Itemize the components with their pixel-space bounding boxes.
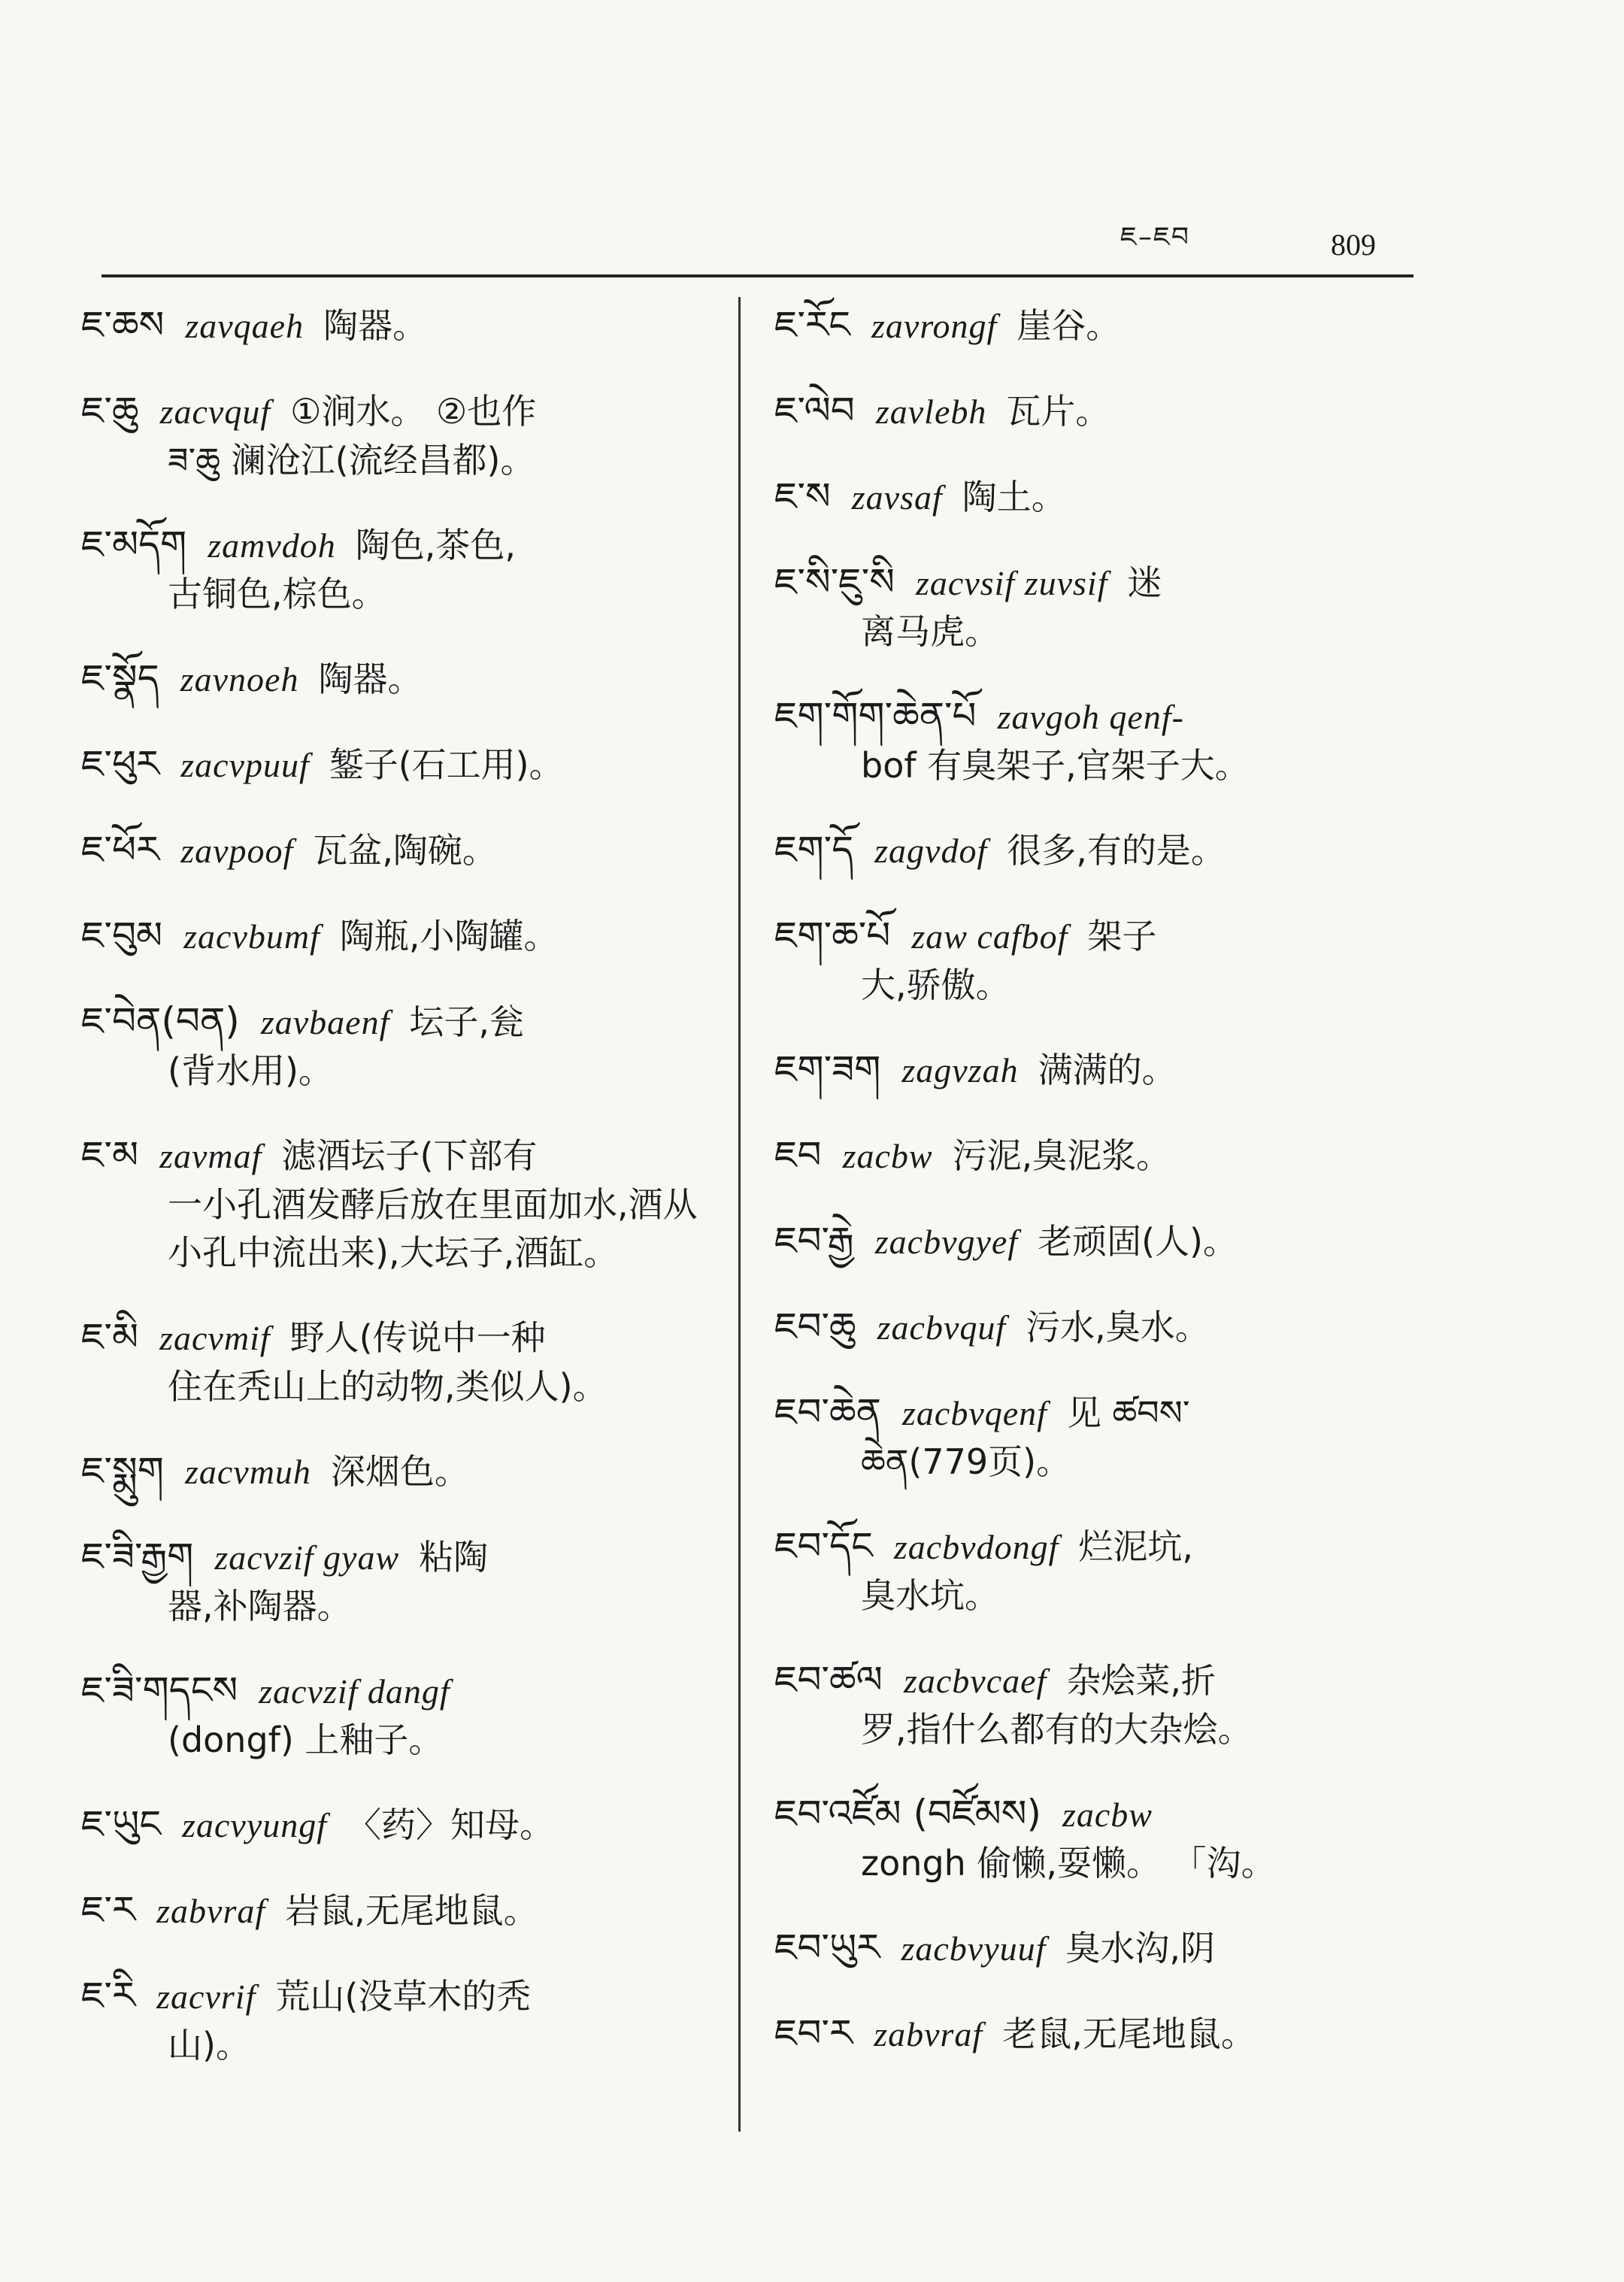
entry-definition: 荒山(没草木的秃 bbox=[275, 1976, 532, 2017]
entry-definition: 污水,臭水。 bbox=[1026, 1307, 1210, 1347]
entry-definition: 陶器。 bbox=[323, 305, 428, 346]
entry bbox=[81, 1447, 728, 1496]
entry-headword: ཇབ་འཛོམ (བཛོམས) bbox=[774, 1792, 1041, 1835]
entry-headword: ཇ་ཟི་གདངས bbox=[81, 1668, 238, 1712]
entry bbox=[774, 1302, 1410, 1352]
entry-romanization: zacbvquf bbox=[877, 1308, 1007, 1347]
entry bbox=[81, 911, 728, 961]
entry-romanization: zacbvcaef bbox=[903, 1662, 1047, 1700]
entry-romanization: zacbvqenf bbox=[902, 1394, 1047, 1432]
entry-definition: 〈药〉知母。 bbox=[347, 1805, 555, 1845]
entry bbox=[774, 1923, 1410, 1973]
entry-romanization: zavgoh qenf- bbox=[997, 698, 1184, 736]
entry-headword: ཇ་སི་ཇུ་སི bbox=[774, 560, 895, 604]
entry-romanization: zagvdof bbox=[874, 832, 988, 870]
page-number: 809 bbox=[1331, 227, 1376, 262]
entry-romanization: zacbvdongf bbox=[893, 1528, 1059, 1566]
entry-headword: ཇ་མི bbox=[81, 1315, 139, 1359]
entry bbox=[81, 654, 728, 704]
entry bbox=[774, 1388, 1410, 1486]
entry-romanization: zacbw bbox=[842, 1137, 933, 1175]
entry-definition: 满满的。 bbox=[1038, 1050, 1177, 1090]
entry bbox=[81, 1800, 728, 1850]
page-header bbox=[1120, 218, 1376, 271]
entry-headword: ཇ་སྨུག bbox=[81, 1449, 164, 1493]
entry-definition: 粘陶 bbox=[419, 1537, 489, 1577]
entry bbox=[81, 997, 728, 1095]
entry-headword: ཇ་ཡུང bbox=[81, 1802, 162, 1846]
entry bbox=[81, 740, 728, 789]
entry-headword: ཇ་མ bbox=[81, 1133, 139, 1177]
entry-definition: 臭水沟,阴 bbox=[1065, 1928, 1216, 1968]
left-column bbox=[81, 301, 728, 2105]
column-divider bbox=[738, 297, 741, 2132]
entry-headword: ཇབ་ཆེན bbox=[774, 1390, 881, 1434]
entry bbox=[81, 520, 728, 618]
entry-headword: ཇག་གོག་ཆེན་པོ bbox=[774, 694, 977, 738]
entry-headword: ཇ་སྣོད bbox=[81, 656, 159, 700]
entry-continuation: ཟ་ཆུ 澜沧江(流经昌都)。 bbox=[168, 440, 535, 480]
entry-romanization: zacvyungf bbox=[182, 1806, 328, 1844]
entry-continuation: (背水用)。 bbox=[168, 1050, 333, 1091]
entry bbox=[774, 472, 1410, 522]
entry bbox=[774, 386, 1410, 436]
entry-continuation: 古铜色,棕色。 bbox=[168, 574, 386, 614]
entry-continuation: 一小孔酒发酵后放在里面加水,酒从小孔中流出来),大坛子,酒缸。 bbox=[168, 1184, 698, 1273]
entry-continuation: 臭水坑。 bbox=[861, 1575, 999, 1616]
entry-romanization: zacvzif dangf bbox=[259, 1672, 450, 1711]
entry-continuation: 罗,指什么都有的大杂烩。 bbox=[861, 1709, 1253, 1750]
entry-definition: 深烟色。 bbox=[330, 1451, 469, 1492]
entry-headword: ཇ་ཆས bbox=[81, 303, 165, 347]
entry-definition: 滤酒坛子(下部有 bbox=[281, 1135, 538, 1176]
entry-headword: ཇ་ཆུ bbox=[81, 389, 139, 432]
entry-headword: ཇ་བུམ bbox=[81, 914, 163, 957]
entry-definition: 架子 bbox=[1087, 916, 1157, 956]
entry-continuation: 住在秃山上的动物,类似人)。 bbox=[168, 1366, 607, 1407]
entry-definition: 陶器。 bbox=[318, 659, 423, 699]
entry-continuation: 山)。 bbox=[168, 2025, 250, 2065]
entry-continuation: zongh 偷懒,耍懒。 「沟。 bbox=[861, 1843, 1276, 1883]
entry-headword: ཇ་རི bbox=[81, 1974, 136, 2017]
entry-definition: 老顽固(人)。 bbox=[1038, 1221, 1238, 1262]
entry-romanization: zavqaeh bbox=[185, 307, 304, 345]
entry-romanization: zacvsif zuvsif bbox=[916, 564, 1108, 602]
entry-definition: 野人(传说中一种 bbox=[289, 1317, 546, 1358]
entry-definition: 陶色,茶色, bbox=[355, 525, 517, 565]
entry-romanization: zamvdoh bbox=[208, 526, 336, 565]
entry-romanization: zacvzif gyaw bbox=[214, 1538, 400, 1577]
entry-romanization: zacbvyuuf bbox=[901, 1929, 1047, 1968]
entry bbox=[81, 301, 728, 350]
entry-romanization: zavsaf bbox=[851, 478, 943, 517]
entry-headword: ཇབ་ར bbox=[774, 2011, 853, 2055]
entry-continuation: (dongf) 上釉子。 bbox=[168, 1720, 444, 1760]
header-rule bbox=[102, 274, 1413, 277]
entry-continuation: 离马虎。 bbox=[861, 611, 999, 652]
entry-headword: ཇ་ཕོར bbox=[81, 828, 160, 871]
entry bbox=[81, 1666, 728, 1764]
entry-definition: 杂烩菜,折 bbox=[1066, 1660, 1216, 1701]
entry-romanization: zacbw bbox=[1062, 1796, 1153, 1834]
entry-definition: 崖谷。 bbox=[1017, 305, 1121, 346]
entry-romanization: zavnoeh bbox=[180, 660, 299, 699]
entry bbox=[81, 1886, 728, 1935]
header-entry-range: ཇ–ཇབ bbox=[1120, 222, 1190, 253]
entry-definition: 錾子(石工用)。 bbox=[329, 744, 564, 785]
entry-continuation: bof 有臭架子,官架子大。 bbox=[861, 745, 1250, 786]
entry-romanization: zacbvgyef bbox=[874, 1223, 1019, 1261]
entry-romanization: zavbaenf bbox=[260, 1003, 390, 1041]
entry-romanization: zavrongf bbox=[871, 307, 998, 345]
entry bbox=[774, 692, 1410, 789]
entry bbox=[774, 1522, 1410, 1620]
entry-headword: ཇ་ཕུར bbox=[81, 742, 160, 786]
entry-headword: ཇ་ར bbox=[81, 1888, 136, 1932]
entry bbox=[774, 1045, 1410, 1095]
entry-romanization: zacvquf bbox=[159, 392, 271, 431]
entry bbox=[774, 1790, 1410, 1887]
entry-definition: 污泥,臭泥浆。 bbox=[952, 1135, 1171, 1176]
entry-headword: ཇ་བེན(བན) bbox=[81, 999, 240, 1043]
entry-headword: ཇག་དོ bbox=[774, 828, 854, 871]
entry-romanization: zagvzah bbox=[901, 1051, 1019, 1089]
entry-continuation: 大,骄傲。 bbox=[861, 965, 1010, 1005]
entry bbox=[81, 1131, 728, 1277]
entry-romanization: zabvraf bbox=[156, 1892, 266, 1930]
entry-definition: 老鼠,无尾地鼠。 bbox=[1002, 2014, 1256, 2054]
entry-definition: 很多,有的是。 bbox=[1007, 830, 1226, 871]
entry-definition: 瓦片。 bbox=[1006, 391, 1110, 432]
entry-headword: ཇག་ཆ་པོ bbox=[774, 914, 891, 957]
entry bbox=[774, 2009, 1410, 2059]
entry-headword: ཇབ་དོང bbox=[774, 1524, 873, 1568]
entry bbox=[81, 1532, 728, 1630]
entry-headword: ཇབ bbox=[774, 1133, 822, 1177]
entry-continuation: 器,补陶器。 bbox=[168, 1586, 352, 1626]
entry-romanization: zacvpuuf bbox=[180, 746, 310, 784]
entry-headword: ཇབ་རྒྱེ bbox=[774, 1219, 854, 1262]
entry-headword: ཇ་ལེབ bbox=[774, 389, 855, 432]
entry-romanization: zabvraf bbox=[874, 2015, 983, 2053]
entry bbox=[81, 1313, 728, 1411]
entry bbox=[81, 1971, 728, 2069]
entry-definition: 见 ཚབས་ bbox=[1066, 1393, 1190, 1433]
entry-headword: ཇབ་ཆུ bbox=[774, 1305, 856, 1348]
entry-romanization: zacvbumf bbox=[183, 917, 320, 956]
entry-romanization: zacvrif bbox=[156, 1977, 256, 2016]
entry-definition: 坛子,瓮 bbox=[409, 1002, 524, 1042]
entry-headword: ཇབ་ཡུར bbox=[774, 1926, 880, 1969]
entry-headword: ཇ་རོང bbox=[774, 303, 850, 347]
entry bbox=[81, 386, 728, 484]
entry-romanization: zavmaf bbox=[159, 1137, 262, 1175]
entry bbox=[774, 911, 1410, 1009]
entry bbox=[774, 1656, 1410, 1753]
entry bbox=[774, 558, 1410, 656]
entry-romanization: zacvmuh bbox=[184, 1453, 311, 1491]
entry bbox=[774, 1131, 1410, 1180]
entry-definition: 岩鼠,无尾地鼠。 bbox=[285, 1890, 538, 1931]
entry-headword: ཇ་ས bbox=[774, 474, 831, 518]
entry-continuation: ཆེན(779页)。 bbox=[861, 1441, 1071, 1482]
entry bbox=[774, 1217, 1410, 1266]
entry-definition: 迷 bbox=[1127, 562, 1162, 603]
right-column bbox=[774, 301, 1410, 2095]
entry-definition: 烂泥坑, bbox=[1078, 1526, 1193, 1567]
entry-romanization: zacvmif bbox=[159, 1319, 271, 1357]
entry-romanization: zavlebh bbox=[875, 392, 987, 431]
entry-romanization: zavpoof bbox=[180, 832, 294, 870]
entry-headword: ཇ་ཟི་རྒྱག bbox=[81, 1535, 194, 1578]
entry-definition: 陶瓶,小陶罐。 bbox=[339, 916, 559, 956]
entry bbox=[81, 826, 728, 875]
entry-headword: ཇག་ཟག bbox=[774, 1047, 881, 1091]
entry-definition: 瓦盆,陶碗。 bbox=[313, 830, 497, 871]
entry-definition: ①涧水。 ②也作 bbox=[290, 391, 537, 432]
entry-headword: ཇབ་ཚལ bbox=[774, 1658, 883, 1702]
entry-romanization: zaw cafbof bbox=[911, 917, 1068, 956]
entry-headword: ཇ་མདོག bbox=[81, 523, 187, 566]
entry-definition: 陶土。 bbox=[962, 477, 1066, 517]
entry bbox=[774, 826, 1410, 875]
entry bbox=[774, 301, 1410, 350]
